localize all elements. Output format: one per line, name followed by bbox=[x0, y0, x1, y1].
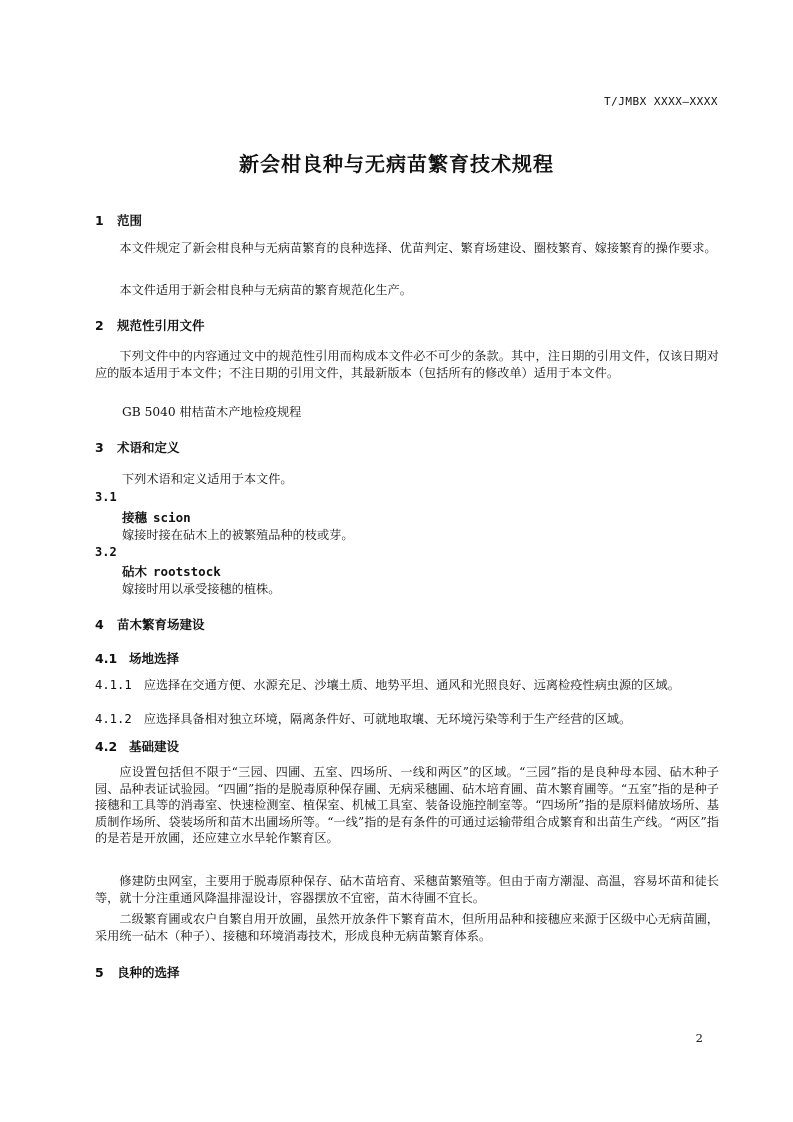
section-title: 术语和定义 bbox=[117, 440, 180, 455]
term-name bbox=[122, 562, 221, 580]
term-chinese: 接穗 bbox=[122, 510, 148, 525]
page-number: 2 bbox=[695, 1031, 703, 1045]
section-5-heading bbox=[95, 963, 180, 981]
subsection-title: 场地选择 bbox=[129, 651, 180, 666]
paragraph: 修建防虫网室，主要用于脱毒原种保存、砧木苗培育、采穗苗繁殖等。但由于南方潮湿、高温，容易坏苗和徒长等，就十分注重通风降温排湿设计，容器摆放不宜密，苗木待圃不宜长。 bbox=[95, 874, 719, 905]
clause-text: 应选择在交通方便、水源充足、沙壤土质、地势平坦、通风和光照良好、远离检疫性病虫源的区域。 bbox=[143, 678, 680, 692]
term-name bbox=[122, 508, 191, 526]
section-number: 2 bbox=[95, 318, 104, 333]
term-number: 3.1 bbox=[95, 490, 117, 504]
normative-reference: GB 5040 柑桔苗木产地检疫规程 bbox=[122, 405, 302, 419]
section-title: 良种的选择 bbox=[117, 965, 180, 980]
section-title: 苗木繁育场建设 bbox=[117, 617, 205, 632]
standard-number: T/JMBX XXXX—XXXX bbox=[604, 95, 718, 108]
term-chinese: 砧木 bbox=[122, 564, 148, 579]
section-1-heading bbox=[95, 211, 142, 229]
document-title: 新会柑良种与无病苗繁育技术规程 bbox=[239, 152, 554, 176]
section-4-heading bbox=[95, 615, 205, 633]
section-number: 4 bbox=[95, 617, 104, 632]
section-number: 1 bbox=[95, 213, 104, 228]
subsection-4-1-heading bbox=[95, 649, 179, 667]
subsection-4-2-heading bbox=[95, 737, 179, 755]
section-number: 5 bbox=[95, 965, 104, 980]
term-number: 3.2 bbox=[95, 545, 117, 559]
paragraph: 二级繁育圃或农户自繁自用开放圃，虽然开放条件下繁育苗木，但所用品种和接穗应来源于区级中心无病苗圃，采用统一砧木（种子）、接穗和环境消毒技术，形成良种无病苗繁育体系。 bbox=[95, 912, 719, 943]
section-title: 规范性引用文件 bbox=[117, 318, 205, 333]
paragraph: 下列术语和定义适用于本文件。 bbox=[122, 472, 293, 486]
term-definition: 嫁接时用以承受接穗的植株。 bbox=[122, 582, 281, 596]
clause-item bbox=[95, 711, 719, 728]
subsection-number: 4.1 bbox=[95, 651, 118, 666]
paragraph: 应设置包括但不限于“三园、四圃、五室、四场所、一线和两区”的区域。“三园”指的是良种母本园、砧木种子园、品种表证试验园。“四圃”指的是脱毒原种保存圃、无病采穗圃、砧木培育圃、苗木繁育圃等。“五室”指的是种子接穗和工具等的消毒室、快速检测室、植保室、机械工具室、装备设施控制室等。“四场所”指的是原料储放场所、基质制作场所、袋装场所和苗木出圃场所等。“一线”指的是有条件的可通过运输带组合成繁育和出苗生产线。“两区”指的是若是开放圃，还应建立水旱轮作繁育区。 bbox=[95, 765, 719, 846]
clause-number: 4.1.2 bbox=[95, 712, 132, 726]
clause-item bbox=[95, 677, 719, 694]
section-number: 3 bbox=[95, 440, 104, 455]
section-title: 范围 bbox=[117, 213, 143, 228]
section-2-heading bbox=[95, 316, 205, 334]
clause-text: 应选择具备相对独立环境，隔离条件好、可就地取壤、无环境污染等利于生产经营的区域。 bbox=[143, 712, 632, 726]
term-english: scion bbox=[153, 510, 191, 525]
term-english: rootstock bbox=[153, 564, 221, 579]
paragraph: 下列文件中的内容通过文中的规范性引用而构成本文件必不可少的条款。其中，注日期的引用文件，仅该日期对应的版本适用于本文件；不注日期的引用文件，其最新版本（包括所有的修改单）适用于本文件。 bbox=[95, 349, 719, 380]
paragraph: 本文件规定了新会柑良种与无病苗繁育的良种选择、优苗判定、繁育场建设、圈枝繁育、嫁接繁育的操作要求。 bbox=[119, 241, 717, 255]
subsection-number: 4.2 bbox=[95, 739, 118, 754]
paragraph: 本文件适用于新会柑良种与无病苗的繁育规范化生产。 bbox=[119, 283, 412, 297]
term-definition: 嫁接时接在砧木上的被繁殖品种的枝或芽。 bbox=[122, 528, 354, 542]
clause-number: 4.1.1 bbox=[95, 678, 132, 692]
section-3-heading bbox=[95, 438, 180, 456]
subsection-title: 基础建设 bbox=[129, 739, 180, 754]
